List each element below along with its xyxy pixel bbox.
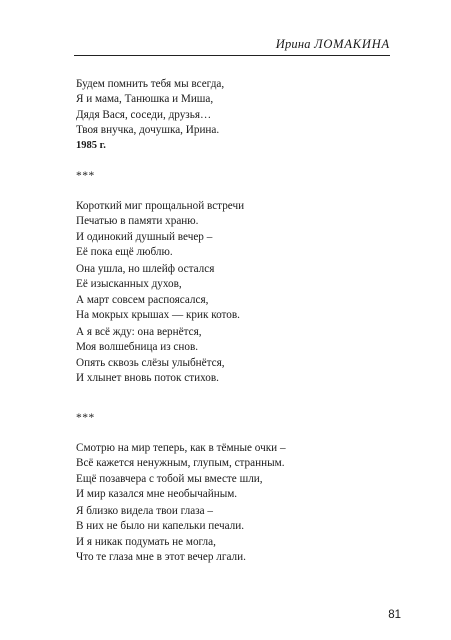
poem-line: Будем помнить тебя мы всегда, [76,78,225,90]
poem-line: Дядя Вася, соседи, друзья… [76,108,212,121]
poem-line: А я всё жду: она вернётся, [76,326,202,338]
poem-line: И хлынет вновь поток стихов. [76,371,219,384]
poem-line: Смотрю на мир теперь, как в тёмные очки – [76,442,286,454]
page-number: 81 [388,609,401,621]
poem-line: Ещё позавчера с тобой мы вместе шли, [76,472,263,485]
poem-line: Моя волшебница из снов. [76,341,199,354]
poem-2-stanza-1 [76,199,406,260]
poem-line: На мокрых крышах — крик котов. [76,308,240,321]
poem-line: А март совсем распоясался, [76,293,209,306]
poem-line: Всё кажется ненужным, глупым, странным. [76,457,285,470]
poem-line: Я и мама, Танюшка и Миша, [76,93,214,106]
running-head [276,37,390,52]
poem-3-separator: *** [76,412,95,424]
poem-date: 1985 г. [76,140,106,152]
poem-line: И мир казался мне необычайным. [76,487,238,500]
poem-line: Её изысканных духов, [76,278,182,291]
poem-line: И я никак подумать не могла, [76,535,216,548]
poem-2-stanza-3 [76,325,406,386]
poem-line: В них не было ни капельки печали. [76,520,244,533]
poem-2-separator: *** [76,170,95,182]
poem-line: Она ушла, но шлейф остался [76,263,215,275]
poem-line: Опять сквозь слёзы улыбнётся, [76,356,225,369]
poem-line: Что те глаза мне в этот вечер лгали. [76,550,246,563]
poem-line: И одинокий душный вечер – [76,230,213,243]
poem-line: Я близко видела твои глаза – [76,505,214,517]
poem-3-stanza-2 [76,504,406,565]
header-rule [74,55,390,56]
poem-line: Короткий миг прощальной встречи [76,200,245,212]
poem-3-stanza-1 [76,441,406,502]
poem-1-stanza [76,77,406,153]
running-head-author-last: ЛОМАКИНА [314,37,390,51]
poem-2-stanza-2 [76,262,406,323]
poem-line: Её пока ещё люблю. [76,245,173,258]
running-head-author-first: Ирина [275,37,311,51]
poem-line: Печатью в памяти храню. [76,215,199,228]
poem-line: Твоя внучка, дочушка, Ирина. [76,123,220,136]
